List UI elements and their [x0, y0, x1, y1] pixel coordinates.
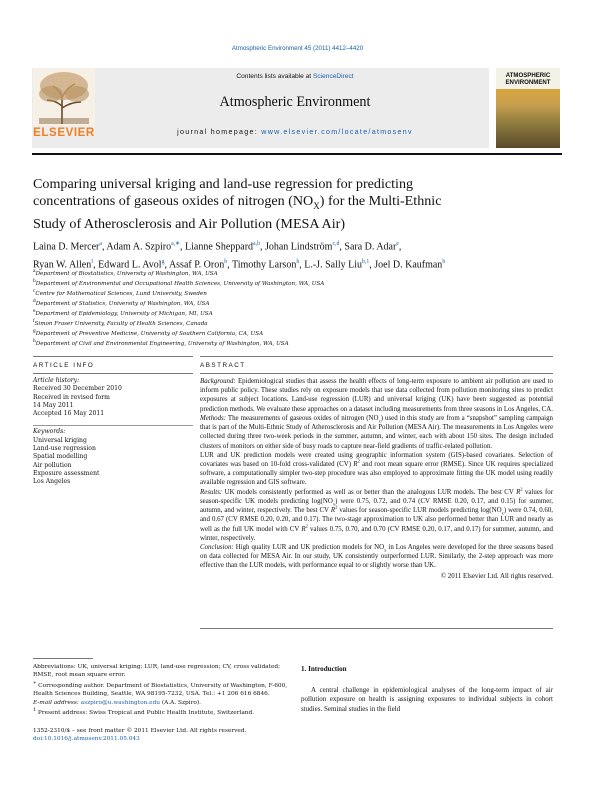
affiliation-marker: c — [33, 289, 36, 295]
elsevier-tree-logo — [33, 68, 95, 136]
abstract-text: and root mean square error (RMSE). Since UK requires specialized software, a computationally simpler two-step procedure was also employed to approximate fitting the UK model using readily available regression and GIS software. — [200, 460, 553, 487]
affiliation-text: Department of Statistics, University of Washington, WA, USA — [35, 300, 210, 307]
abstract-text: Epidemiological studies that assess the health effects of long-term exposure to ambient air pollution are used to inform public policy. These studies rely on exposure models that use data collected from pollution monitoring sites to predict exposures at subject locations. Land-use regression (LUR) and universal kriging (UK) have been suggested as potential prediction methods. We evaluate these approaches on a dataset including measurements from three seasons in Los Angeles, CA. — [200, 378, 553, 413]
abstract-label: Methods: — [200, 414, 227, 422]
history-item: 14 May 2011 — [33, 401, 74, 409]
affiliation-marker: a — [33, 269, 36, 274]
affiliation-item — [33, 288, 563, 298]
abstract-top-rule — [200, 356, 553, 357]
issn-block — [33, 727, 291, 744]
cover-title-line1: ATMOSPHERIC — [505, 72, 551, 79]
r-symbol: R — [353, 460, 358, 468]
keyword: Spatial modelling — [33, 453, 88, 461]
abstract-body — [200, 377, 553, 581]
article-info-heading: ARTICLE INFO — [33, 362, 95, 369]
abstract-label: Conclusion: — [200, 543, 234, 551]
abstract-text: values 0.75, 0.70, and 0.70 (CV RMSE 0.20, 0.17, and 0.17) for summer, autumn, and winter, respectively. — [200, 525, 554, 542]
title-text: concentrations of gaseous oxides of nitrogen (NO — [33, 193, 314, 210]
author-name: Ryan W. Allen — [33, 258, 92, 270]
title-subscript: X — [313, 201, 320, 212]
r-symbol: R — [516, 488, 521, 496]
affiliation-marker: d — [33, 299, 36, 305]
journal-cover-title — [498, 72, 558, 86]
r-symbol: R — [301, 525, 306, 533]
homepage-link[interactable]: www.elsevier.com/locate/atmosenv — [261, 128, 413, 136]
elsevier-wordmark: ELSEVIER — [33, 127, 95, 139]
subscript: x — [384, 547, 387, 553]
affiliation-text: Department of Environmental and Occupational Health Sciences, University of Washington, WA, USA — [35, 280, 325, 287]
superscript: 2 — [520, 486, 523, 492]
history-item: Received in revised form — [33, 393, 110, 401]
abstract-background — [200, 377, 553, 414]
author-name: Assaf P. Oron — [168, 258, 225, 270]
abstract-text: in Los Angeles were developed for the three seasons based on data collected for MESA Air. In our study, UK consistently outperformed LUR. Similarly, the 2-step approach was more effective than the LUR models, with performance equal to or slightly worse than UK. — [200, 543, 553, 570]
superscript: 2 — [305, 523, 308, 529]
affiliation-item — [33, 278, 563, 288]
keyword: Los Angeles — [33, 478, 71, 486]
affiliation-item — [33, 318, 563, 328]
article-info-top-rule — [33, 356, 193, 357]
email-link[interactable]: aszpiro@u.washington.edu — [80, 699, 161, 706]
abstract-text: values for season-specific LUR models predicting log(NO — [337, 507, 502, 515]
header-divider — [32, 153, 562, 155]
abstract-text: UK models consistently performed as well as or better than the analogous LUR models. The best CV — [224, 488, 517, 496]
title-line — [33, 193, 553, 215]
affiliation-item — [33, 298, 563, 308]
author-affiliation-link[interactable]: g — [161, 258, 165, 265]
author-name: Joel D. Kaufman — [374, 258, 443, 270]
author-affiliation-link[interactable]: b — [224, 258, 228, 265]
abstract-heading: ABSTRACT — [200, 362, 246, 369]
keyword: Land-use regression — [33, 445, 96, 453]
contents-prefix: Contents lists available at — [236, 73, 313, 80]
abstract-label: Results: — [200, 488, 223, 496]
introduction-heading: 1. Introduction — [301, 665, 347, 673]
abstract-text: ) were 0.75, 0.72, and 0.74 (CV RMSE 0.20, 0.17, and 0.15) for summer, autumn, and winter, respectively. The best CV — [200, 497, 553, 515]
email-label: E-mail address: — [33, 699, 79, 706]
keyword: Exposure assessment — [33, 469, 100, 477]
keywords-divider — [33, 425, 193, 426]
abstract-text: ) were 0.74, 0.60, and 0.67 (CV RMSE 0.20, 0.20, and 0.17). The two-stage approximation to UK also performed better than LUR and nearly as well as the full UK model with CV — [200, 507, 553, 533]
article-info — [33, 377, 198, 487]
abstract-text: values for season-specific UK models predicting log(NO — [200, 488, 553, 505]
affiliation-item — [33, 328, 563, 338]
journal-title: Atmospheric Environment — [219, 94, 371, 110]
affiliation-text: Centre for Mathematical Sciences, Lund University, Sweden — [35, 290, 207, 297]
abstract-text: LUR and UK prediction models were created using geographic information system (GIS)-based covariates. Selection of covariates was based on 10-fold cross-validated (CV) — [200, 451, 553, 468]
affiliation-marker: h — [33, 339, 36, 345]
r-symbol: R — [330, 507, 336, 515]
abbreviations-footnote: Abbreviations: UK, universal kriging; LUR, land-use regression; CV, cross validated; RMSE, root mean square error. — [33, 664, 281, 679]
doi-link[interactable]: doi:10.1016/j.atmosenv.2011.05.043 — [33, 736, 140, 743]
author-line: Ryan W. Allen$^f$, Edward L. Avol$^g$, Assaf P. Oron$^b$, Timothy Larson$^h$, L.-J. Sally Liu$^{b,1}$, Joel D. Kaufman$^b$ — [33, 258, 446, 270]
footnotes — [33, 663, 291, 717]
homepage-prefix: journal homepage: — [177, 128, 262, 136]
affiliation-marker: b — [33, 279, 36, 285]
author-name: Timothy Larson — [231, 258, 297, 270]
author-list — [33, 237, 563, 272]
author-line: Laina D. Mercer$^a$, Adam A. Szpiro$^{a,∗}$, Lianne Sheppard$^{a,b}$, Johan Lindström$^{c,d}$, Sara D. Adar$^e$, — [33, 241, 402, 253]
superscript: 2 — [335, 504, 338, 510]
title-line: Comparing universal kriging and land-use regression for predicting — [33, 176, 414, 192]
affiliation-marker: g — [33, 329, 36, 335]
abstract-rule — [200, 373, 553, 374]
email-footnote — [33, 699, 291, 707]
article-title — [33, 176, 553, 233]
author-name: Laina D. Mercer — [33, 241, 100, 253]
author-name: Edward L. Avol — [98, 258, 162, 270]
affiliation-item — [33, 268, 563, 278]
introduction-text — [301, 686, 553, 714]
footnote-rule — [33, 658, 93, 659]
author-affiliation-link[interactable]: e — [396, 241, 399, 247]
abstract-label: Background: — [200, 378, 236, 385]
author-name: Sara D. Adar — [344, 241, 397, 253]
history-item: Accepted 16 May 2011 — [33, 410, 105, 418]
author-name: Johan Lindström — [264, 241, 333, 253]
author-affiliation-link[interactable]: b,1 — [362, 258, 370, 265]
abstract-methods — [200, 414, 553, 451]
subscript: x — [332, 501, 336, 507]
abstract-methods-2 — [200, 451, 553, 488]
footnote-text: Present address: Swiss Tropical and Public Health Institute, Switzerland. — [37, 709, 255, 716]
cover-title-line2: ENVIRONMENT — [505, 79, 551, 86]
author-affiliation-link[interactable]: b — [442, 258, 446, 265]
subscript: x — [378, 418, 381, 424]
author-affiliation-link[interactable]: a,b — [253, 241, 260, 247]
author-name: Adam A. Szpiro — [106, 241, 172, 253]
affiliation-item — [33, 338, 563, 348]
keyword: Universal kriging — [33, 436, 87, 444]
sciencedirect-link[interactable]: ScienceDirect — [312, 73, 354, 80]
abstract-results — [200, 488, 553, 543]
abstract-bottom-rule — [200, 628, 553, 629]
title-text: ) for the Multi-Ethnic — [319, 193, 442, 210]
author-affiliation-link[interactable]: a,∗ — [171, 241, 180, 247]
history-label: Article history: — [33, 377, 80, 384]
title-line: Study of Atherosclerosis and Air Pollution (MESA Air) — [33, 215, 346, 232]
author-affiliation-link[interactable]: a — [99, 241, 102, 247]
author-name: L.-J. Sally Liu — [304, 258, 363, 270]
footnote-text: Corresponding author. Department of Biostatistics, University of Washington, F-600, Health Sciences Building, Seattle, WA 98195-7232, USA. Tel.: +1 206 616 6846. — [33, 682, 288, 698]
affiliation-text: Department of Preventive Medicine, University of Southern California, CA, USA — [35, 330, 264, 337]
journal-homepage — [110, 128, 480, 136]
superscript: 2 — [357, 458, 360, 464]
author-affiliation-link[interactable]: h — [296, 258, 300, 265]
affiliation-marker: e — [33, 309, 36, 315]
affiliation-list — [33, 268, 563, 348]
corresponding-author-footnote — [33, 680, 291, 699]
author-name: Lianne Sheppard — [185, 241, 254, 253]
article-info-rule — [33, 373, 193, 374]
abstract-conclusion — [200, 543, 553, 571]
abstract-text: ) used in this study are from a “snapshot” sampling campaign that is part of the Multi-Ethnic Study of Atherosclerosis and Air Pollution (MESA Air). The measurements in Los Angeles were collected during three two-week periods in the summer, autumn, and winter, each with about 150 sites. The design included clusters of monitors on either side of busy roads to capture near-field gradients of traffic-related pollution. — [200, 414, 553, 450]
affiliation-text: Department of Civil and Environmental Engineering, University of Washington, WA, USA — [35, 340, 289, 347]
present-address-footnote — [33, 707, 291, 717]
affiliation-marker: f — [33, 319, 35, 325]
email-suffix: (A.A. Szpiro). — [160, 699, 201, 706]
introduction-paragraph: A central challenge in epidemiological analyses of the long-term impact of air pollution exposure on health is assigning exposures to individual subjects in cohort studies. Seminal studies in the field — [301, 686, 553, 713]
affiliation-text: Department of Biostatistics, University of Washington, WA, USA — [35, 270, 218, 277]
abstract-text: The measurements of gaseous oxides of nitrogen (NO — [227, 414, 379, 422]
footnote-marker: ∗ — [33, 680, 37, 686]
copyright-notice: © 2011 Elsevier Ltd. All rights reserved. — [440, 572, 553, 580]
subscript: x — [501, 510, 504, 516]
journal-citation-link[interactable]: Atmospheric Environment 45 (2011) 4412–4420 — [231, 45, 364, 52]
affiliation-item — [33, 308, 563, 318]
history-item: Received 30 December 2010 — [33, 385, 122, 393]
keywords-label: Keywords: — [33, 428, 66, 436]
keyword: Air pollution — [33, 461, 72, 469]
author-affiliation-link[interactable]: f — [91, 258, 94, 265]
issn-line: 1352-2310/$ – see front matter © 2011 Elsevier Ltd. All rights reserved. — [33, 728, 247, 734]
affiliation-text: Simon Fraser University, Faculty of Health Sciences, Canada — [34, 320, 208, 327]
contents-availability — [110, 73, 480, 80]
footnote-marker: 1 — [33, 707, 37, 713]
author-affiliation-link[interactable]: c,d — [332, 241, 340, 247]
abstract-text: High quality LUR and UK prediction models for NO — [235, 543, 385, 551]
affiliation-text: Department of Epidemiology, University of Michigan, MI, USA — [35, 310, 213, 317]
